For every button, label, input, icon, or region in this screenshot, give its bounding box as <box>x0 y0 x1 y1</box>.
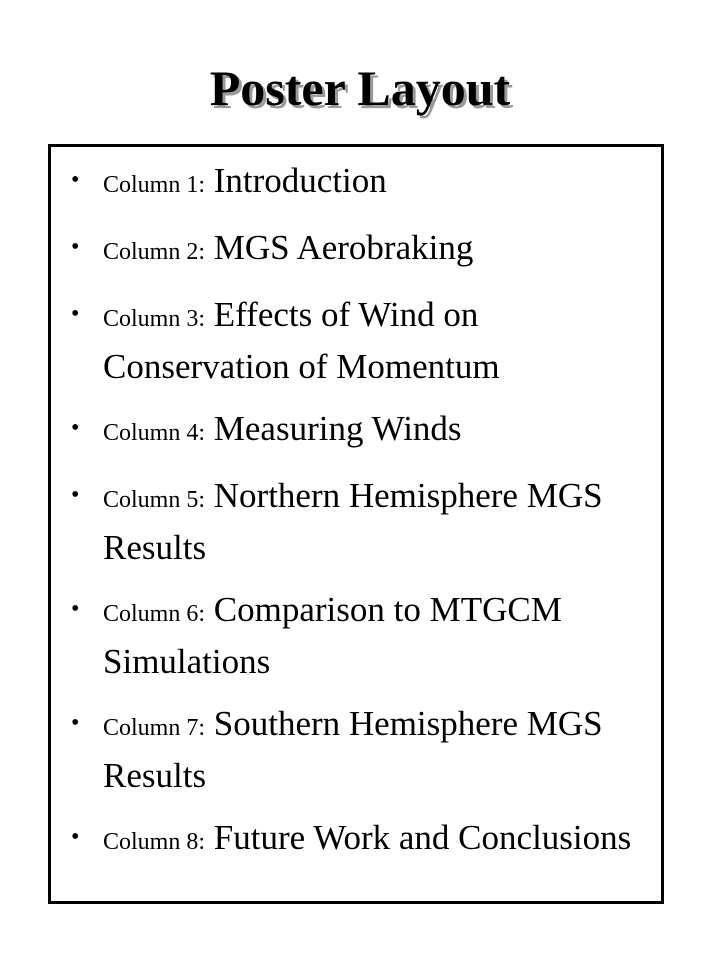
column-label: Column 2: <box>103 239 206 265</box>
list-item-column-6 <box>51 586 661 685</box>
column-topic: Comparison to MTGCM Simulations <box>103 590 562 681</box>
bullet-icon: • <box>71 482 80 508</box>
list-item-column-1 <box>51 157 661 209</box>
list-item-column-3 <box>51 291 661 390</box>
bullet-icon: • <box>71 710 80 736</box>
slide-title: Poster Layout <box>209 60 511 116</box>
list-item-column-7 <box>51 700 661 799</box>
list-item-column-4 <box>51 405 661 457</box>
column-topic: Introduction <box>213 161 387 200</box>
bullet-icon: • <box>71 301 80 327</box>
column-topic: Southern Hemisphere MGS Results <box>103 704 603 795</box>
column-topic: Northern Hemisphere MGS Results <box>103 476 603 567</box>
list-item-column-5 <box>51 472 661 571</box>
column-topic: Effects of Wind on Conservation of Momentum <box>103 295 500 386</box>
column-label: Column 6: <box>103 601 206 627</box>
list-item-column-2 <box>51 224 661 276</box>
column-label: Column 8: <box>103 829 206 855</box>
bullet-icon: • <box>71 167 80 193</box>
bullet-icon: • <box>71 824 80 850</box>
list-item-column-8 <box>51 814 661 866</box>
column-label: Column 7: <box>103 715 206 741</box>
column-topic: Future Work and Conclusions <box>213 818 632 857</box>
column-list <box>51 157 661 881</box>
column-label: Column 4: <box>103 420 206 446</box>
column-topic: MGS Aerobraking <box>213 228 474 267</box>
bullet-icon: • <box>71 596 80 622</box>
bullet-icon: • <box>71 415 80 441</box>
column-label: Column 1: <box>103 172 206 198</box>
column-topic: Measuring Winds <box>213 409 462 448</box>
content-box <box>48 144 664 904</box>
bullet-icon: • <box>71 234 80 260</box>
column-label: Column 3: <box>103 306 206 332</box>
column-label: Column 5: <box>103 487 206 513</box>
